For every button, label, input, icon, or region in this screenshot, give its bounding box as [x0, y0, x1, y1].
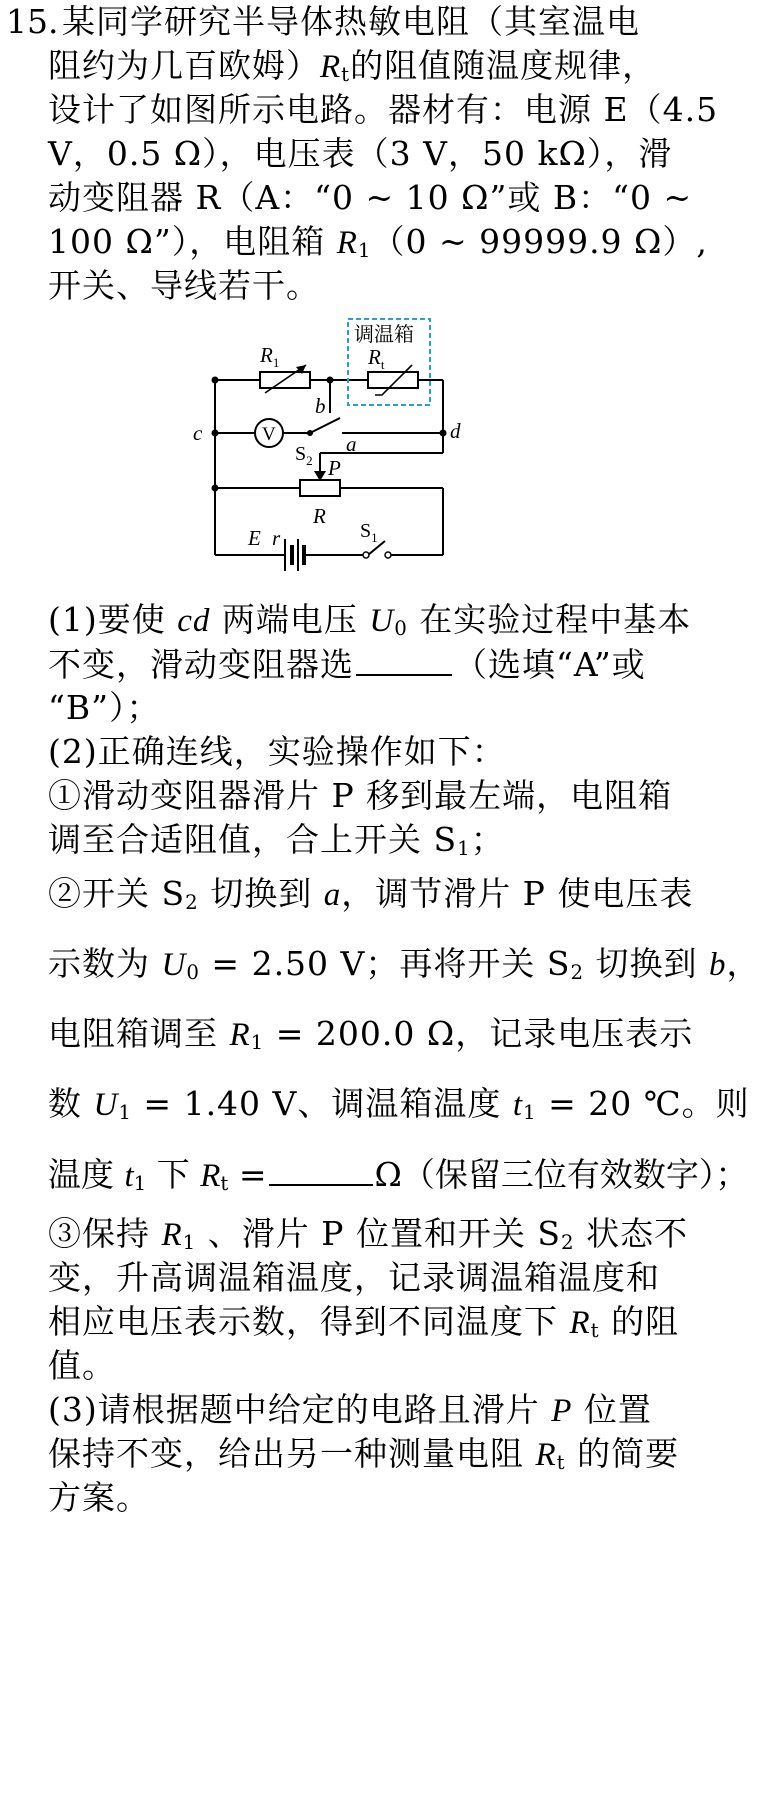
- svg-text:R1: [259, 343, 279, 370]
- step2-line-5: 温度 $t_1$ 下 $R_t = \Omega$（保留三位有效数字）；: [48, 1155, 749, 1195]
- answer-blank-1[interactable]: [356, 644, 452, 676]
- node-d: d: [450, 419, 461, 443]
- step2-line-4: 数 $U_1 = 1.40$ V、调温箱温度 $t_1 = 20$ ℃。则: [48, 1084, 750, 1124]
- r1-label: R: [260, 343, 273, 367]
- part2-intro: (2)正确连线，实验操作如下：: [48, 732, 506, 771]
- svg-text:S1: [360, 520, 378, 545]
- step3-line-3: 相应电压表示数，得到不同温度下 $R_t$ 的阻: [48, 1302, 680, 1342]
- box-label: 调温箱: [354, 324, 414, 346]
- rt-sub: t: [380, 357, 385, 372]
- svg-text:Rt: [367, 345, 385, 372]
- rheostat-label: R: [313, 504, 326, 528]
- step1-line-1: ①滑动变阻器滑片 P 移到最左端，电阻箱: [48, 776, 673, 815]
- stem-line-4: V，0.5 Ω），电压表（3 V，50 kΩ），滑: [48, 134, 673, 173]
- rt-label: R: [368, 345, 381, 369]
- step1-line-2: 调至合适阻值，合上开关 $S_1$；: [48, 820, 505, 860]
- stem-line-5: 动变阻器 R（A：“0 ~ 10 Ω”或 B：“0 ~: [48, 178, 693, 217]
- stem-line-3: 设计了如图所示电路。器材有：电源 E（4.5: [48, 90, 719, 129]
- part3-line-2: 保持不变，给出另一种测量电阻 $R_t$ 的简要: [48, 1434, 680, 1474]
- question-number: 15.: [6, 2, 59, 41]
- node-b: b: [315, 394, 326, 418]
- step3-line-1: ③保持 $R_1$ 、滑片 P 位置和开关 $S_2$ 状态不: [48, 1214, 689, 1254]
- step3-line-2: 变，升高调温箱温度，记录调温箱温度和: [48, 1258, 660, 1297]
- stem-line-7: 开关、导线若干。: [48, 266, 320, 305]
- rheostat-r: [300, 480, 340, 496]
- circuit-diagram: [180, 305, 480, 595]
- s2-blade: [310, 418, 340, 433]
- s1-label: S: [360, 520, 372, 542]
- part1-line-1: (1)要使 cd 两端电压 $U_0$ 在实验过程中基本: [48, 600, 692, 640]
- s2-sub: 2: [306, 453, 313, 468]
- battery-e-label: E: [248, 526, 261, 550]
- stem-line-2: 阻约为几百欧姆）$R_t$的阻值随温度规律，: [48, 46, 657, 86]
- answer-blank-2[interactable]: [269, 1154, 373, 1186]
- step2-line-2: 示数为 $U_0 = 2.50$ V；再将开关 $S_2$ 切换到 b，: [48, 944, 761, 984]
- stem-line-1: 某同学研究半导体热敏电阻（其室温电: [62, 2, 640, 41]
- step3-line-4: 值。: [48, 1346, 116, 1385]
- step2-line-1: ②开关 $S_2$ 切换到 a，调节滑片 P 使电压表: [48, 874, 694, 914]
- part3-line-1: (3)请根据题中给定的电路且滑片 P 位置: [48, 1390, 652, 1429]
- s1-sub: 1: [371, 530, 378, 545]
- stem-line-6: 100 Ω”），电阻箱 $R_1(0$ ~ 99999.9 Ω）,: [48, 222, 708, 262]
- voltmeter-label: V: [262, 424, 276, 445]
- step2-line-3: 电阻箱调至 $R_1 = 200.0$ Ω，记录电压表示: [48, 1014, 694, 1054]
- r1-sub: 1: [272, 355, 280, 370]
- part3-line-3: 方案。: [48, 1478, 150, 1517]
- node-a: a: [346, 432, 357, 456]
- part1-line-3: “B”）；: [48, 688, 161, 727]
- svg-text:S2: [295, 443, 313, 468]
- s2-label: S: [295, 443, 307, 465]
- battery-r-label: r: [272, 526, 281, 550]
- part1-line-2: 不变，滑动变阻器选 （选填“A”或: [48, 645, 646, 684]
- slider-p-label: P: [328, 456, 341, 480]
- node-c: c: [193, 421, 203, 445]
- thermistor-rt: [368, 372, 418, 388]
